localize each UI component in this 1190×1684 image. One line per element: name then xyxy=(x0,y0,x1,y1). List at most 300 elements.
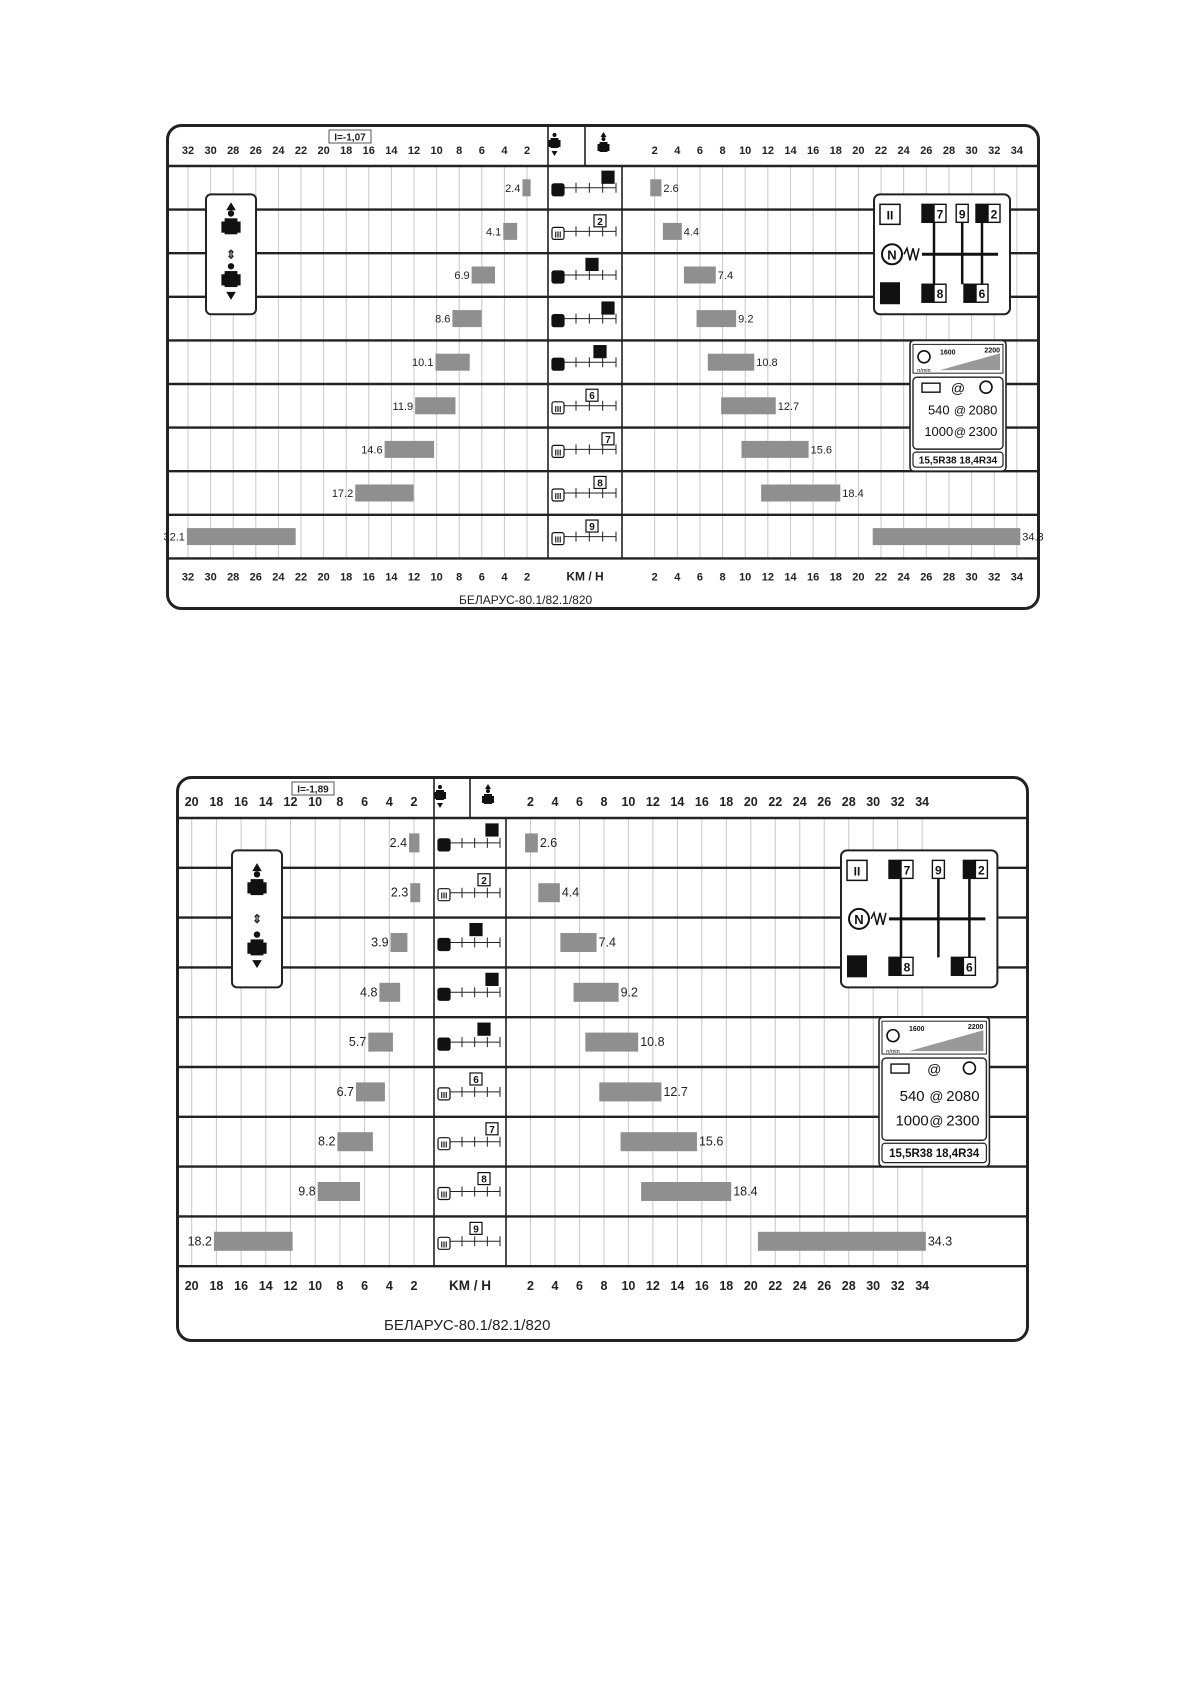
tick-label: 32 xyxy=(890,1279,905,1294)
tick-label: 22 xyxy=(874,145,888,157)
bar-value-label: 34.3 xyxy=(927,1234,953,1249)
tick-label: 28 xyxy=(942,145,956,157)
bar-value-label: 2.3 xyxy=(390,885,409,900)
tick-label: 10 xyxy=(621,1279,636,1294)
tick-label: 30 xyxy=(204,571,217,584)
bar-value-label: 2.6 xyxy=(539,835,558,850)
tick-label: 8 xyxy=(600,795,608,809)
tick-label: 28 xyxy=(841,795,856,809)
tractor-body xyxy=(225,271,238,287)
bar-value-label: 4.1 xyxy=(485,226,502,239)
rpm-high: 2200 xyxy=(984,347,1000,355)
bar-reverse xyxy=(391,933,408,952)
tick-label: 14 xyxy=(258,795,273,809)
tractor-wheel xyxy=(247,943,252,954)
range-label: III xyxy=(554,448,562,458)
bar-reverse xyxy=(187,528,296,545)
tick-label: 26 xyxy=(920,571,933,584)
pto-shaft-icon xyxy=(922,383,940,392)
tick-label: 18 xyxy=(719,795,734,809)
tick-label: 14 xyxy=(670,795,685,809)
range-label: II xyxy=(441,941,447,951)
at-symbol: @ xyxy=(953,425,967,440)
range-label: III xyxy=(440,1190,448,1200)
bar-value-label: 2.4 xyxy=(389,835,408,850)
bar-forward xyxy=(560,933,596,952)
tractor-body xyxy=(251,939,264,955)
range-label: III xyxy=(554,404,562,414)
bar-reverse xyxy=(379,983,400,1002)
tick-label: 12 xyxy=(761,571,774,584)
engine-speed: 2300 xyxy=(968,424,998,440)
neutral-label: N xyxy=(887,247,897,263)
ratio-label: I=-1,07 xyxy=(334,132,366,144)
gear-number: 2 xyxy=(481,875,487,887)
reverse-direction-box xyxy=(206,194,256,314)
shift-pattern-box xyxy=(841,850,997,987)
range-label: II xyxy=(441,1041,447,1051)
pto-speed: 540 xyxy=(927,402,950,418)
tick-label: 4 xyxy=(385,795,393,809)
range-label: III xyxy=(440,1140,448,1150)
tractor-wheel xyxy=(558,140,561,147)
tick-label: 8 xyxy=(719,571,726,584)
pto-speed: 1000 xyxy=(924,424,954,440)
bar-forward xyxy=(574,983,619,1002)
tractor-body xyxy=(436,790,444,800)
bar-reverse xyxy=(356,1082,385,1101)
bar-value-label: 12.7 xyxy=(777,400,800,413)
pto-info-box xyxy=(879,1017,989,1166)
range-high-label: II xyxy=(886,208,894,223)
tick-label: 16 xyxy=(234,1279,249,1294)
range-label: III xyxy=(554,535,562,545)
tire-sizes: 15,5R38 18,4R34 xyxy=(889,1147,980,1160)
shift-slot-number: 2 xyxy=(978,863,985,878)
tractor-cab xyxy=(254,871,260,877)
gear-number: 8 xyxy=(597,478,603,490)
tractor-wheel xyxy=(491,796,494,803)
gear-number: 7 xyxy=(489,1124,495,1136)
bar-value-label: 10.8 xyxy=(640,1035,665,1050)
bar-forward xyxy=(758,1232,926,1251)
bar-value-label: 9.8 xyxy=(298,1184,316,1199)
speed-chart-svg xyxy=(163,124,1044,610)
bar-forward xyxy=(697,310,737,327)
model-label: БЕЛАРУС-80.1/82.1/820 xyxy=(459,593,593,607)
gear-number: 6 xyxy=(473,1074,479,1086)
range-label: III xyxy=(554,230,562,240)
tick-label: 28 xyxy=(227,571,240,584)
tick-label: 16 xyxy=(362,145,375,157)
bar-forward xyxy=(663,223,682,240)
bar-reverse xyxy=(435,354,469,371)
tick-label: 14 xyxy=(385,571,398,584)
tick-label: 20 xyxy=(317,571,330,584)
rpm-high: 2200 xyxy=(967,1024,984,1032)
tick-label: 32 xyxy=(890,795,905,809)
tick-label: 28 xyxy=(841,1279,856,1294)
shift-slot-number: 6 xyxy=(978,287,986,302)
tick-label: 6 xyxy=(575,1279,583,1294)
tick-label: 8 xyxy=(336,795,344,809)
tractor-cab xyxy=(553,133,557,137)
bar-forward xyxy=(708,354,754,371)
shift-slot-number: 3 xyxy=(954,960,961,975)
tick-label: 20 xyxy=(317,145,330,157)
bar-forward xyxy=(641,1182,731,1201)
bar-value-label: 4.4 xyxy=(561,885,580,900)
bar-reverse xyxy=(318,1182,360,1201)
tick-label: 32 xyxy=(181,145,195,157)
shift-slot-number: 8 xyxy=(903,960,911,975)
gear-number: 9 xyxy=(473,1224,479,1236)
gear-number: 2 xyxy=(597,216,603,228)
tick-label: 34 xyxy=(915,1279,930,1294)
tick-label: 34 xyxy=(1010,145,1024,157)
bar-reverse xyxy=(214,1232,293,1251)
tick-label: 14 xyxy=(670,1279,685,1294)
engine-speed: 2300 xyxy=(946,1112,980,1130)
tick-label: 2 xyxy=(523,571,531,584)
bar-value-label: 11.9 xyxy=(392,400,414,413)
tick-label: 16 xyxy=(806,571,820,584)
shift-slot-number: 2 xyxy=(990,207,998,222)
shift-pattern-box xyxy=(874,194,1010,314)
tick-label: 2 xyxy=(527,1279,534,1294)
bar-value-label: 10.8 xyxy=(756,357,778,370)
pto-speed: 1000 xyxy=(895,1112,929,1130)
model-label: БЕЛАРУС-80.1/82.1/820 xyxy=(384,1317,551,1334)
tick-label: 4 xyxy=(674,571,681,584)
tick-label: 20 xyxy=(852,571,865,584)
tick-label: 12 xyxy=(761,145,774,157)
tick-label: 18 xyxy=(340,571,353,584)
bar-value-label: 9.2 xyxy=(620,985,638,1000)
pto-speed: 540 xyxy=(899,1087,925,1105)
tick-label: 26 xyxy=(249,145,262,157)
tractor-wheel xyxy=(443,792,446,799)
bar-value-label: 6.9 xyxy=(454,270,470,282)
engine-speed: 2080 xyxy=(968,402,998,418)
bar-value-label: 4.8 xyxy=(360,985,378,1000)
tick-label: 22 xyxy=(768,795,783,809)
tick-label: 26 xyxy=(817,1279,832,1294)
tick-label: 4 xyxy=(501,571,508,584)
tractor-cab xyxy=(486,789,490,793)
tick-label: 34 xyxy=(1010,571,1024,584)
tractor-wheel xyxy=(236,274,241,285)
swap-icon: ⇕ xyxy=(251,911,263,926)
tick-label: 24 xyxy=(272,145,285,157)
gear-number: 1 xyxy=(489,825,495,837)
shift-slot-number: 6 xyxy=(966,960,973,975)
tick-label: 30 xyxy=(965,145,978,157)
tire-sizes: 15,5R38 18,4R34 xyxy=(918,455,998,467)
tick-label: 26 xyxy=(249,571,262,584)
tractor-cab xyxy=(438,785,442,789)
tick-label: 14 xyxy=(385,145,398,157)
tick-label: 18 xyxy=(209,1279,224,1294)
bar-forward xyxy=(621,1132,697,1151)
pto-shaft-icon xyxy=(891,1064,909,1073)
at-symbol: @ xyxy=(929,1088,944,1104)
gear-number: 1 xyxy=(605,173,611,185)
tick-label: 22 xyxy=(294,571,308,584)
bar-value-label: 8.6 xyxy=(435,313,451,326)
tractor-wheel xyxy=(434,792,437,799)
shift-slot-number: 8 xyxy=(936,287,944,302)
tractor-body xyxy=(251,879,264,895)
bar-value-label: 2.4 xyxy=(505,182,521,195)
tractor-wheel xyxy=(221,222,226,233)
tick-label: 6 xyxy=(361,1279,369,1294)
bar-value-label: 10.1 xyxy=(412,357,434,370)
tick-label: 6 xyxy=(575,795,583,809)
tractor-body xyxy=(551,138,559,148)
tick-label: 10 xyxy=(739,145,752,157)
tick-label: 2 xyxy=(410,1279,418,1294)
tractor-wheel xyxy=(236,222,241,233)
tractor-wheel xyxy=(247,882,252,893)
rpm-unit: n/min xyxy=(886,1049,900,1056)
bar-value-label: 12.7 xyxy=(663,1084,688,1099)
tick-label: 12 xyxy=(407,571,421,584)
tick-label: 24 xyxy=(897,571,910,584)
gear-number: 9 xyxy=(589,522,595,534)
speed-chart-svg xyxy=(176,776,1029,1342)
tick-label: 12 xyxy=(283,795,298,809)
tick-label: 24 xyxy=(792,1279,807,1294)
bar-value-label: 18.4 xyxy=(842,488,864,500)
at-symbol: @ xyxy=(950,380,966,397)
tick-label: 20 xyxy=(743,1279,758,1294)
shift-slot-number: 1 xyxy=(978,207,986,222)
bar-reverse xyxy=(410,883,420,902)
tractor-wheel xyxy=(262,943,267,954)
range-label: II xyxy=(555,317,561,327)
tick-label: 10 xyxy=(430,571,443,584)
bar-value-label: 7.4 xyxy=(717,270,734,282)
bar-reverse xyxy=(415,397,455,414)
range-label: II xyxy=(555,186,561,196)
bar-value-label: 32.1 xyxy=(163,531,185,544)
tick-label: 18 xyxy=(719,1279,734,1294)
tick-label: 6 xyxy=(696,571,703,584)
tick-label: 16 xyxy=(234,795,249,809)
bar-reverse xyxy=(355,485,413,502)
tick-label: 6 xyxy=(478,145,485,157)
bar-value-label: 34.3 xyxy=(1022,531,1044,544)
tractor-wheel xyxy=(549,140,552,147)
bar-value-label: 15.6 xyxy=(698,1134,724,1149)
tick-label: 32 xyxy=(988,145,1001,157)
neutral-label: N xyxy=(854,911,864,927)
bar-value-label: 6.7 xyxy=(336,1084,354,1099)
tick-label: 18 xyxy=(829,145,842,157)
tractor-cab xyxy=(254,931,260,937)
tick-label: 30 xyxy=(866,795,881,809)
range-high-label: II xyxy=(853,864,861,879)
tick-label: 8 xyxy=(600,1279,608,1294)
swap-icon: ⇕ xyxy=(225,247,237,262)
tick-label: 26 xyxy=(817,795,832,809)
range-label: III xyxy=(554,492,562,501)
tick-label: 4 xyxy=(501,145,508,157)
bar-forward xyxy=(599,1082,661,1101)
range-label: II xyxy=(441,841,447,851)
tick-label: 16 xyxy=(694,1279,709,1294)
tick-label: 26 xyxy=(920,145,933,157)
range-label: III xyxy=(440,1090,448,1100)
bar-value-label: 15.6 xyxy=(810,444,833,457)
tick-label: 10 xyxy=(308,795,323,809)
tractor-cab xyxy=(228,263,234,269)
engine-icon xyxy=(887,1030,899,1042)
tick-label: 8 xyxy=(719,145,726,157)
shift-slot-number: 1 xyxy=(966,863,973,878)
tick-label: 6 xyxy=(696,145,703,157)
range-low-label: I xyxy=(888,288,892,303)
tick-label: 18 xyxy=(829,571,842,584)
at-symbol: @ xyxy=(927,1061,942,1078)
tick-label: 22 xyxy=(874,571,888,584)
shift-slot-number: 4 xyxy=(924,207,932,222)
tick-label: 12 xyxy=(645,1279,660,1294)
bar-value-label: 7.4 xyxy=(598,935,616,950)
gear-number: 4 xyxy=(605,304,611,316)
bar-forward xyxy=(873,528,1021,545)
range-label: III xyxy=(440,1240,448,1250)
tractor-wheel xyxy=(607,144,610,151)
tick-label: 20 xyxy=(852,145,865,157)
tick-label: 12 xyxy=(283,1279,298,1294)
rpm-low: 1600 xyxy=(909,1026,925,1034)
bar-value-label: 9.2 xyxy=(738,313,754,326)
tick-label: 8 xyxy=(456,145,463,157)
gear-number: 8 xyxy=(481,1174,487,1186)
bar-forward xyxy=(721,397,776,414)
shift-slot-number: 3 xyxy=(966,287,974,302)
bar-value-label: 4.4 xyxy=(683,226,700,239)
bar-value-label: 3.9 xyxy=(371,935,389,950)
tick-label: 16 xyxy=(694,795,709,809)
bar-reverse xyxy=(409,833,419,852)
gear-number: 5 xyxy=(481,1025,487,1037)
bar-value-label: 14.6 xyxy=(361,444,383,457)
shift-slot-number: 7 xyxy=(903,863,911,878)
tick-label: 20 xyxy=(184,1279,199,1294)
bar-reverse xyxy=(472,267,495,284)
tick-label: 6 xyxy=(361,795,369,809)
bar-forward xyxy=(684,267,716,284)
tick-label: 20 xyxy=(184,795,199,809)
tick-label: 16 xyxy=(806,145,820,157)
unit-label: KM / H xyxy=(566,569,604,584)
tick-label: 18 xyxy=(209,795,224,809)
range-label: II xyxy=(441,991,447,1001)
bar-reverse xyxy=(522,179,530,196)
gear-number: 4 xyxy=(489,975,495,987)
tick-label: 2 xyxy=(651,571,658,584)
shift-slot-number: 5 xyxy=(891,960,899,975)
tick-label: 4 xyxy=(674,145,681,157)
shift-slot-number: 7 xyxy=(936,207,944,222)
bar-value-label: 17.2 xyxy=(331,488,354,500)
at-symbol: @ xyxy=(929,1113,944,1129)
gear-number: 6 xyxy=(589,391,595,403)
tick-label: 24 xyxy=(792,795,807,809)
bar-reverse xyxy=(503,223,517,240)
ratio-label: I=-1,89 xyxy=(297,784,329,796)
tick-label: 28 xyxy=(942,571,956,584)
range-label: II xyxy=(555,361,561,371)
tick-label: 2 xyxy=(527,795,534,809)
tick-label: 22 xyxy=(768,1279,783,1294)
tick-label: 22 xyxy=(294,145,308,157)
tick-label: 12 xyxy=(645,795,660,809)
speed-chart-bottom xyxy=(176,776,1029,1342)
range-label: II xyxy=(555,274,561,283)
bar-reverse xyxy=(385,441,434,458)
shift-slot-number: 4 xyxy=(891,863,899,878)
tick-label: 32 xyxy=(181,571,195,584)
engine-icon xyxy=(980,381,992,393)
tractor-body xyxy=(484,794,492,804)
shift-slot-number: 9 xyxy=(935,863,942,878)
bar-reverse xyxy=(368,1033,393,1052)
bar-forward xyxy=(761,485,840,502)
tick-label: 6 xyxy=(478,571,485,584)
tractor-wheel xyxy=(598,144,601,151)
tick-label: 28 xyxy=(227,145,240,157)
shift-slot-number: 9 xyxy=(958,207,966,222)
tick-label: 10 xyxy=(739,571,752,584)
engine-icon xyxy=(918,351,930,363)
unit-label: KM / H xyxy=(449,1278,491,1294)
tick-label: 10 xyxy=(308,1279,323,1294)
tick-label: 16 xyxy=(362,571,375,584)
reverse-direction-box xyxy=(232,850,282,987)
pto-info-box xyxy=(910,340,1006,471)
tick-label: 14 xyxy=(784,571,797,584)
bar-value-label: 8.2 xyxy=(318,1134,336,1149)
range-label: III xyxy=(440,891,448,901)
tick-label: 10 xyxy=(621,795,636,809)
tick-label: 4 xyxy=(551,1279,559,1294)
tick-label: 32 xyxy=(988,571,1001,584)
tractor-cab xyxy=(228,210,234,216)
tick-label: 24 xyxy=(272,571,285,584)
bar-value-label: 5.7 xyxy=(348,1035,367,1050)
bar-forward xyxy=(525,833,538,852)
gear-number: 5 xyxy=(597,347,603,359)
shift-slot-number: 5 xyxy=(924,287,932,302)
tick-label: 14 xyxy=(258,1279,273,1294)
rpm-unit: n/min xyxy=(917,368,931,375)
tick-label: 30 xyxy=(204,145,217,157)
tick-label: 30 xyxy=(866,1279,881,1294)
gear-number: 3 xyxy=(473,925,479,937)
tractor-wheel xyxy=(482,796,485,803)
tick-label: 8 xyxy=(456,571,463,584)
tick-label: 14 xyxy=(784,145,797,157)
tick-label: 24 xyxy=(897,145,910,157)
tick-label: 2 xyxy=(523,145,531,157)
tractor-cab xyxy=(602,137,606,141)
bar-reverse xyxy=(337,1132,372,1151)
engine-speed: 2080 xyxy=(946,1087,980,1105)
